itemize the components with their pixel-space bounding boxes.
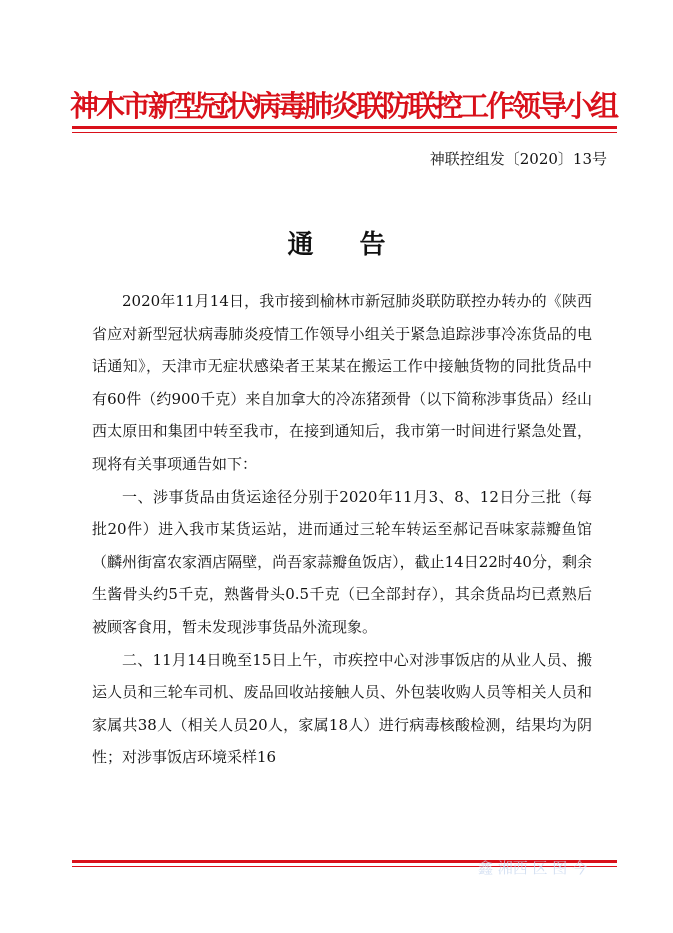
- watermark-text: 鑫 湘西 区 图 今: [478, 859, 588, 877]
- document-number: 神联控组发〔2020〕13号: [429, 150, 607, 168]
- body-paragraph-intro: 2020年11月14日，我市接到榆林市新冠肺炎联防联控办转办的《陕西省应对新型冠状病毒肺炎疫情工作领导小组关于紧急追踪涉事冷冻货品的电话通知》，天津市无症状感染者王某某在搬运工作中接触货物的同批货品中有60件（约900千克）来自加拿大的冷冻猪颈骨（以下简称涉事货品）经山西太原田和集团中转至我市，在接到通知后，我市第一时间进行紧急处置，现将有关事项通告如下：: [92, 292, 592, 473]
- header-red-rule-thick: [72, 126, 617, 129]
- notice-body: [92, 285, 592, 774]
- body-paragraph-item-2: 二、11月14日晚至15日上午，市疾控中心对涉事饭店的从业人员、搬运人员和三轮车司机、废品回收站接触人员、外包装收购人员等相关人员和家属共38人（相关人员20人，家属18人）进行病毒核酸检测，结果均为阴性；对涉事饭店环境采样16: [92, 650, 592, 767]
- body-paragraph-item-1: 一、涉事货品由货运途径分别于2020年11月3、8、12日分三批（每批20件）进入我市某货运站，进而通过三轮车转运至郝记吾味家蒜瓣鱼馆（麟州街富农家酒店隔壁，尚吾家蒜瓣鱼饭店），截止14日22时40分，剩余生酱骨头约5千克，熟酱骨头0.5千克（已全部封存），其余货品均已煮熟后被顾客食用，暂未发现涉事货品外流现象。: [92, 487, 592, 636]
- header-red-rule-thin: [72, 132, 617, 133]
- notice-title: 通告: [287, 230, 432, 260]
- issuing-org-title: 神木市新型冠状病毒肺炎联防联控工作领导小组: [70, 89, 617, 123]
